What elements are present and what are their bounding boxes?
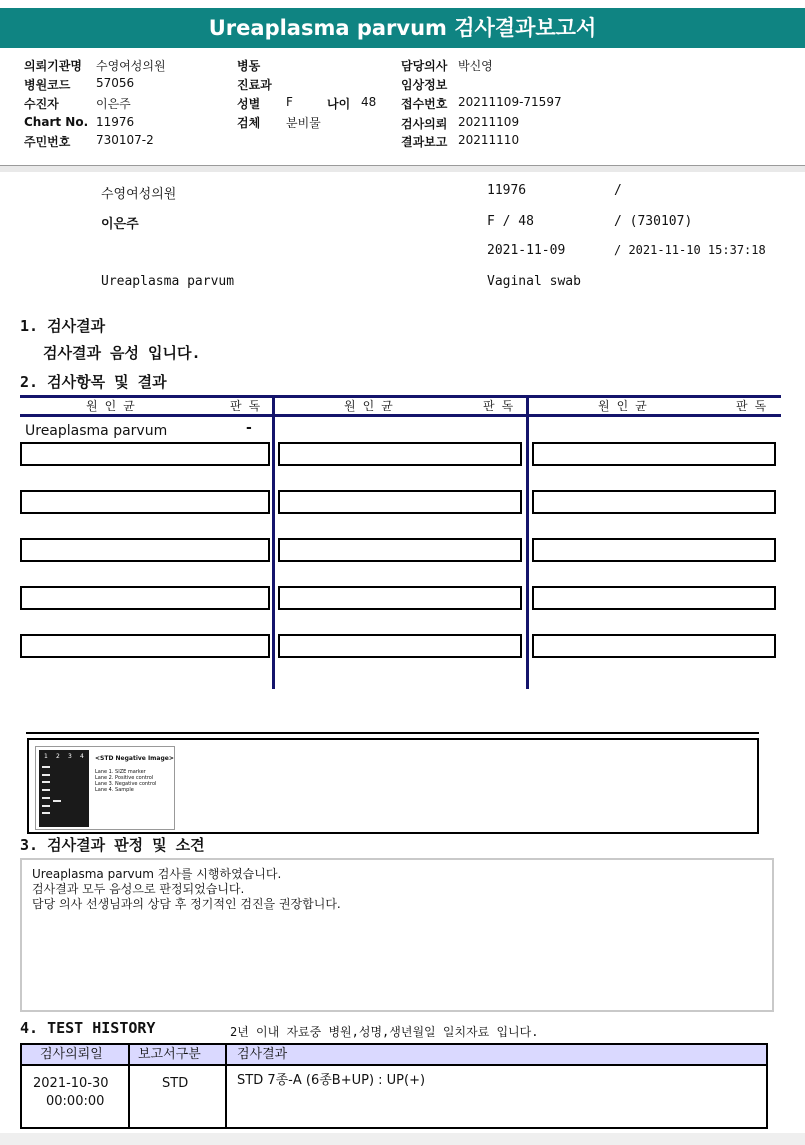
- column-divider: [526, 395, 529, 689]
- history-time: 00:00:00: [46, 1094, 105, 1109]
- chart-value: 11976: [96, 115, 135, 129]
- age-value: 48: [361, 95, 377, 109]
- history-col-type: 보고서구분: [138, 1047, 201, 1062]
- history-note: 2년 이내 자료중 병원,성명,생년월일 일치자료 입니다.: [230, 1025, 539, 1039]
- summary-slash: /: [614, 183, 622, 198]
- result-cell: [532, 442, 776, 466]
- history-column-divider: [225, 1045, 227, 1127]
- history-col-date: 검사의뢰일: [40, 1047, 103, 1062]
- result-cell: [532, 586, 776, 610]
- footer-strip: [0, 1133, 805, 1145]
- gel-title: <STD Negative Image>: [95, 755, 174, 762]
- gel-band: [42, 766, 50, 768]
- sex-label: 성별: [237, 97, 261, 111]
- id-value: 730107-2: [96, 133, 154, 147]
- specimen-value: 분비물: [286, 116, 321, 130]
- first-item-name: Ureaplasma parvum: [25, 423, 168, 439]
- specimen-label: 검체: [237, 116, 261, 130]
- history-date: 2021-10-30: [33, 1076, 109, 1091]
- report-header: [0, 48, 805, 166]
- gel-band: [42, 789, 50, 791]
- summary-test: Ureaplasma parvum: [101, 274, 235, 289]
- findings-box: [20, 858, 774, 1012]
- result-cell: [20, 490, 270, 514]
- age-label: 나이: [327, 97, 351, 111]
- section1-title: 1. 검사결과: [20, 317, 106, 335]
- separator-line: [26, 732, 759, 734]
- accession-label: 접수번호: [401, 97, 448, 111]
- result-cell: [20, 634, 270, 658]
- gel-electrophoresis-image: [35, 746, 175, 830]
- result-cell: [278, 586, 522, 610]
- col-header-judgement: 판독: [483, 399, 521, 413]
- code-label: 병원코드: [24, 78, 71, 92]
- summary-sex-age: F / 48: [487, 214, 534, 229]
- history-col-result: 검사결과: [237, 1047, 288, 1062]
- gel-band: [53, 800, 61, 802]
- gel-band: [42, 797, 50, 799]
- column-divider: [272, 395, 275, 689]
- lane-number: 4: [80, 753, 84, 760]
- gel-band: [42, 805, 50, 807]
- col-header-judgement: 판독: [230, 399, 268, 413]
- history-result: STD 7종-A (6종B+UP) : UP(+): [237, 1073, 426, 1088]
- col-header-pathogen: 원인균: [86, 399, 142, 413]
- gel-band: [42, 774, 50, 776]
- gel-band: [42, 812, 50, 814]
- request-label: 검사의뢰: [401, 117, 448, 131]
- chart-label: Chart No.: [24, 115, 89, 129]
- clinical-label: 임상정보: [401, 78, 448, 92]
- history-column-divider: [128, 1045, 130, 1127]
- result-cell: [20, 538, 270, 562]
- gel-legend-item: Lane 3. Negative control: [95, 781, 157, 787]
- gel-legend-item: Lane 1. SIZE marker: [95, 769, 146, 775]
- report-value: 20211110: [458, 133, 520, 147]
- report-title: Ureaplasma parvum 검사결과보고서: [0, 8, 805, 48]
- result-cell: [278, 634, 522, 658]
- doctor-label: 담당의사: [401, 59, 448, 73]
- lane-number: 2: [56, 753, 60, 760]
- accession-value: 20211109-71597: [458, 95, 562, 109]
- summary-chart-no: 11976: [487, 183, 527, 198]
- gel-band: [42, 781, 50, 783]
- gel-lanes: [39, 750, 89, 827]
- findings-line: 담당 의사 선생님과의 상담 후 정기적인 검진을 권장합니다.: [32, 897, 341, 911]
- col-header-pathogen: 원인균: [344, 399, 400, 413]
- result-cell: [278, 538, 522, 562]
- result-cell: [278, 442, 522, 466]
- hospital-value: 수영여성의원: [96, 59, 166, 73]
- findings-line: Ureaplasma parvum 검사를 시행하였습니다.: [32, 867, 282, 881]
- history-header-row: [22, 1045, 766, 1066]
- section3-title: 3. 검사결과 판정 및 소견: [20, 836, 205, 854]
- col-header-pathogen: 원인균: [598, 399, 654, 413]
- summary-birth: / (730107): [614, 214, 693, 229]
- section1-result: 검사결과 음성 입니다.: [43, 344, 201, 362]
- result-cell: [20, 442, 270, 466]
- findings-line: 검사결과 모두 음성으로 판정되었습니다.: [32, 882, 245, 896]
- patient-label: 수진자: [24, 97, 59, 111]
- summary-hospital: 수영여성의원: [101, 187, 177, 202]
- gel-legend-item: Lane 4. Sample: [95, 787, 134, 793]
- result-cell: [532, 538, 776, 562]
- id-label: 주민번호: [24, 135, 71, 149]
- ward-label: 병동: [237, 59, 261, 73]
- dept-label: 진료과: [237, 78, 272, 92]
- history-table: [20, 1043, 768, 1129]
- results-table-header-border: [20, 414, 781, 417]
- section4-title: 4. TEST HISTORY: [20, 1019, 156, 1037]
- divider-strip: [0, 166, 805, 172]
- summary-patient: 이은주: [101, 217, 139, 232]
- sex-value: F: [286, 95, 293, 109]
- result-cell: [532, 490, 776, 514]
- summary-request-date: 2021-11-09: [487, 243, 566, 258]
- hospital-label: 의뢰기관명: [24, 59, 82, 73]
- request-value: 20211109: [458, 115, 520, 129]
- gel-legend-item: Lane 2. Positive control: [95, 775, 154, 781]
- lane-number: 3: [68, 753, 72, 760]
- summary-sample: Vaginal swab: [487, 274, 581, 289]
- lane-number: 1: [44, 753, 48, 760]
- result-cell: [532, 634, 776, 658]
- patient-value: 이은주: [96, 97, 131, 111]
- history-type: STD: [162, 1076, 189, 1091]
- doctor-value: 박신영: [458, 59, 493, 73]
- result-cell: [20, 586, 270, 610]
- gel-image-box: [27, 738, 759, 834]
- first-item-result: -: [246, 420, 252, 436]
- summary-report-datetime: / 2021-11-10 15:37:18: [614, 243, 766, 257]
- section2-title: 2. 검사항목 및 결과: [20, 373, 167, 391]
- report-label: 결과보고: [401, 135, 448, 149]
- code-value: 57056: [96, 76, 135, 90]
- col-header-judgement: 판독: [736, 399, 774, 413]
- result-cell: [278, 490, 522, 514]
